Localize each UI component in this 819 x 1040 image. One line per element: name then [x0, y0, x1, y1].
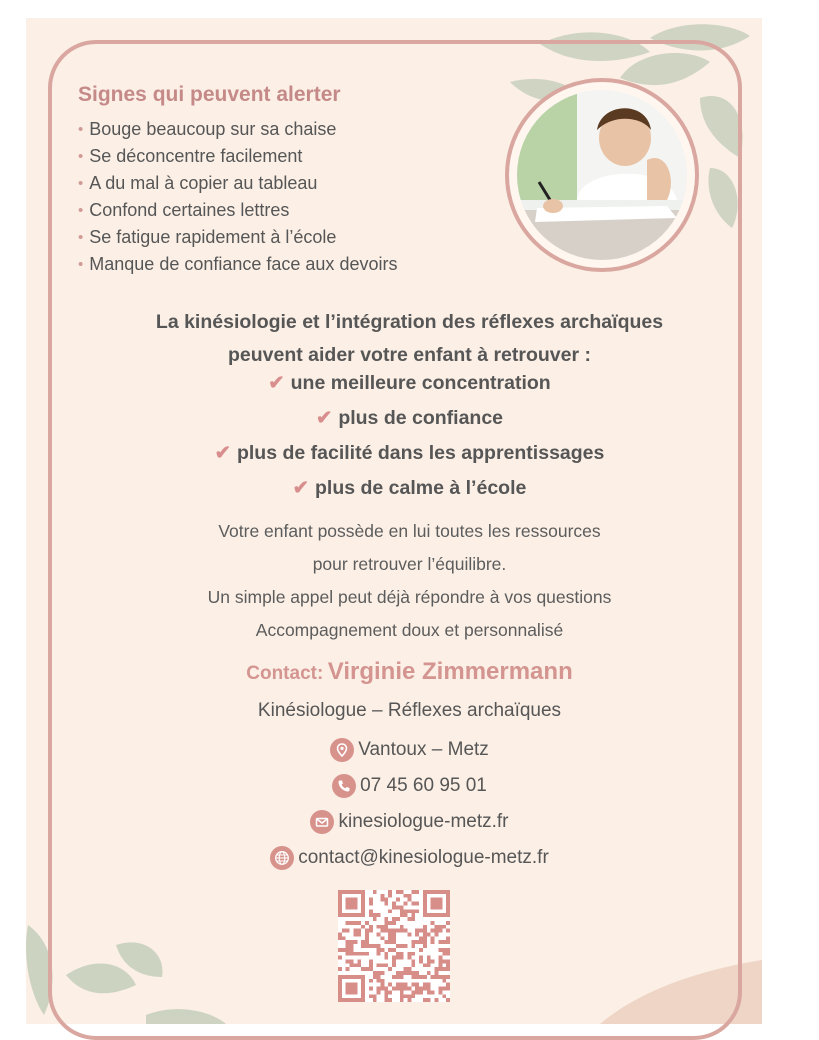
- benefit-item: ✔ plus de calme à l’école: [292, 477, 527, 499]
- globe-icon: [270, 846, 294, 870]
- phone-icon: [332, 774, 356, 798]
- intro-text: [0, 306, 819, 372]
- contact-role: Kinésiologue – Réflexes archaïques: [257, 700, 562, 721]
- intro-line-2: peuvent aider votre enfant à retrouver :: [227, 344, 592, 366]
- bullet-icon: •: [78, 148, 84, 165]
- child-studying-photo: [517, 90, 687, 260]
- benefits-list: [0, 366, 819, 506]
- website-link[interactable]: kinesiologue-metz.fr: [338, 811, 509, 832]
- paragraph-line: Votre enfant possède en lui toutes les ressources: [218, 521, 601, 541]
- signs-list: [78, 116, 397, 278]
- description-paragraph: [0, 515, 819, 647]
- bullet-icon: •: [78, 229, 84, 246]
- qr-code[interactable]: [337, 890, 451, 1002]
- email-link[interactable]: contact@kinesiologue-metz.fr: [298, 847, 549, 868]
- check-icon: ✔: [268, 372, 285, 394]
- email-row: [0, 840, 819, 876]
- paragraph-line: Un simple appel peut déjà répondre à vos questions: [207, 587, 612, 607]
- phone-row: [0, 768, 819, 804]
- contact-name: Virginie Zimmermann: [327, 658, 573, 685]
- intro-line-1: La kinésiologie et l’intégration des réflexes archaïques: [155, 311, 664, 333]
- list-item: • Se fatigue rapidement à l’école: [78, 224, 397, 251]
- paragraph-line: Accompagnement doux et personnalisé: [255, 620, 564, 640]
- benefit-item: ✔ une meilleure concentration: [268, 372, 551, 394]
- location-row: [0, 732, 819, 768]
- check-icon: ✔: [292, 477, 309, 499]
- benefit-item: ✔ plus de confiance: [315, 407, 504, 429]
- contact-info: [0, 732, 819, 876]
- envelope-icon: [310, 810, 334, 834]
- location-text: Vantoux – Metz: [358, 739, 489, 760]
- bullet-icon: •: [78, 175, 84, 192]
- list-item: • A du mal à copier au tableau: [78, 170, 397, 197]
- list-item: • Se déconcentre facilement: [78, 143, 397, 170]
- contact-heading: [0, 658, 819, 686]
- list-item: • Bouge beaucoup sur sa chaise: [78, 116, 397, 143]
- check-icon: ✔: [214, 442, 231, 464]
- child-photo-frame: [505, 78, 699, 272]
- signs-title: Signes qui peuvent alerter: [78, 83, 341, 106]
- website-row: [0, 804, 819, 840]
- bullet-icon: •: [78, 256, 84, 273]
- bullet-icon: •: [78, 121, 84, 138]
- list-item: • Manque de confiance face aux devoirs: [78, 251, 397, 278]
- benefit-item: ✔ plus de facilité dans les apprentissages: [214, 442, 605, 464]
- phone-number[interactable]: 07 45 60 95 01: [360, 775, 487, 796]
- bullet-icon: •: [78, 202, 84, 219]
- paragraph-line: pour retrouver l’équilibre.: [312, 554, 507, 574]
- list-item: • Confond certaines lettres: [78, 197, 397, 224]
- check-icon: ✔: [315, 407, 333, 429]
- contact-label: Contact:: [246, 663, 324, 684]
- map-pin-icon: [330, 738, 354, 762]
